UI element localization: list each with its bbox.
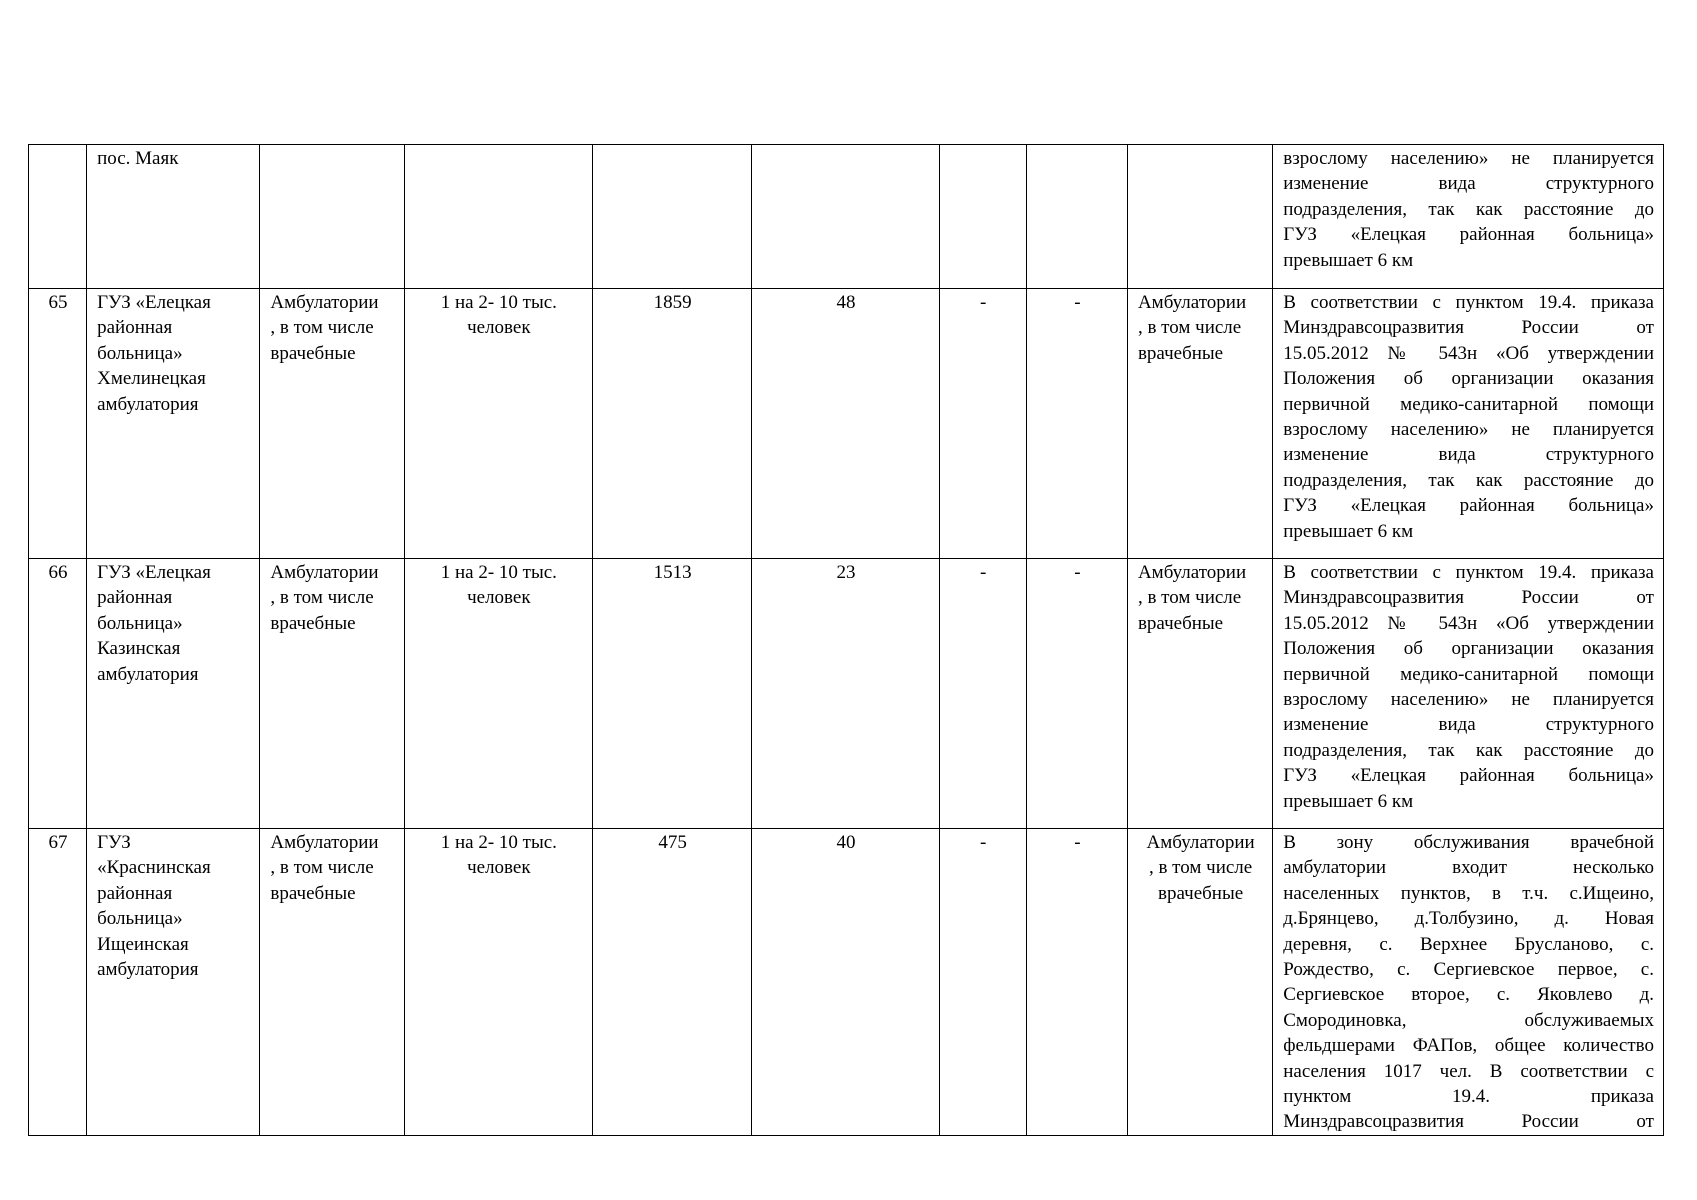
col7-cell-text: - bbox=[980, 292, 987, 313]
institution-name-cell bbox=[87, 145, 260, 289]
distance-cell-text: 23 bbox=[836, 562, 856, 583]
text-line: населенных пунктов, в т.ч. с.Ищеино, bbox=[1283, 882, 1654, 904]
text-line: Минздравсоцразвития России от bbox=[1283, 587, 1654, 609]
text-line: превышает 6 км bbox=[1283, 790, 1414, 812]
text-line: пунктом 19.4. приказа bbox=[1283, 1086, 1654, 1108]
text-line: изменение вида структурного bbox=[1283, 714, 1654, 736]
text-line: районная bbox=[97, 317, 173, 339]
text-line: амбулатории входит несколько bbox=[1283, 857, 1654, 879]
note-cell bbox=[1273, 145, 1664, 289]
distance-cell bbox=[752, 559, 939, 829]
col7-cell-text: - bbox=[980, 562, 987, 583]
row-number-cell bbox=[29, 829, 87, 1136]
text-line: 1 на 2- 10 тыс. bbox=[440, 562, 557, 583]
col8-cell-text: - bbox=[1074, 832, 1081, 853]
text-line: Казинская bbox=[97, 638, 181, 660]
text-line: Амбулатории bbox=[270, 292, 379, 313]
text-line: превышает 6 км bbox=[1283, 520, 1414, 542]
text-line: человек bbox=[467, 587, 531, 609]
text-line: В соответствии с пунктом 19.4. приказа bbox=[1283, 292, 1654, 313]
text-line: Положения об организации оказания bbox=[1283, 638, 1654, 660]
col8-cell-text: - bbox=[1074, 562, 1081, 583]
distance-cell-text: 48 bbox=[836, 292, 856, 313]
new-type-cell bbox=[1127, 145, 1272, 289]
text-line: превышает 6 км bbox=[1283, 249, 1414, 271]
text-line: 15.05.2012 № 543н «Об утверждении bbox=[1283, 612, 1654, 634]
text-line: Смородиновка, обслуживаемых bbox=[1283, 1009, 1654, 1031]
text-line: взрослому населению» не планируется bbox=[1283, 689, 1654, 711]
distance-cell bbox=[752, 145, 939, 289]
row-number-cell bbox=[29, 289, 87, 559]
col8-cell-text: - bbox=[1074, 292, 1081, 313]
note-cell bbox=[1273, 829, 1664, 1136]
row-number-cell-text bbox=[29, 145, 86, 146]
institution-name-cell bbox=[87, 829, 260, 1136]
distance-cell bbox=[752, 289, 939, 559]
population-cell bbox=[593, 145, 752, 289]
subdivision-type-cell bbox=[260, 559, 404, 829]
text-line: первичной медико-санитарной помощи bbox=[1283, 663, 1654, 685]
subdivision-type-cell bbox=[260, 145, 404, 289]
text-line: Амбулатории bbox=[270, 832, 379, 853]
text-line: фельдшерами ФАПов, общее количество bbox=[1283, 1035, 1654, 1057]
text-line: ГУЗ «Елецкая районная больница» bbox=[1283, 224, 1654, 246]
text-line: «Краснинская bbox=[97, 857, 211, 879]
population-cell bbox=[593, 829, 752, 1136]
subdivision-type-cell bbox=[260, 829, 404, 1136]
text-line: пос. Маяк bbox=[97, 148, 179, 169]
institution-name-cell bbox=[87, 289, 260, 559]
text-line: Ищеинская bbox=[97, 933, 189, 955]
population-cell-text: 1513 bbox=[653, 562, 692, 583]
text-line: амбулатория bbox=[97, 393, 199, 415]
text-line: больница» bbox=[97, 342, 183, 364]
new-type-cell bbox=[1127, 559, 1272, 829]
text-line: ГУЗ «Елецкая районная больница» bbox=[1283, 765, 1654, 787]
text-line: Амбулатории bbox=[1146, 832, 1255, 853]
text-line: , в том числе bbox=[270, 857, 374, 879]
population-cell-text bbox=[593, 145, 751, 146]
col8-cell-text bbox=[1027, 145, 1127, 146]
col8-cell bbox=[1026, 829, 1127, 1136]
text-line: Рождество, с. Сергиевское первое, с. bbox=[1283, 959, 1654, 981]
subdivision-type-cell bbox=[260, 289, 404, 559]
col8-cell bbox=[1026, 289, 1127, 559]
col7-cell-text bbox=[940, 145, 1026, 146]
text-line: , в том числе bbox=[270, 587, 374, 609]
text-line: д.Брянцево, д.Толбузино, д. Новая bbox=[1283, 908, 1654, 930]
col7-cell bbox=[939, 829, 1026, 1136]
text-line: больница» bbox=[97, 908, 183, 930]
col7-cell bbox=[939, 289, 1026, 559]
row-number-cell-text: 65 bbox=[48, 292, 68, 313]
row-number-cell bbox=[29, 145, 87, 289]
text-line: изменение вида структурного bbox=[1283, 444, 1654, 466]
text-line: ГУЗ bbox=[97, 832, 131, 853]
text-line: взрослому населению» не планируется bbox=[1283, 148, 1654, 169]
table-row bbox=[29, 829, 1664, 1136]
population-cell-text: 475 bbox=[658, 832, 687, 853]
table-row bbox=[29, 559, 1664, 829]
text-line: , в том числе bbox=[270, 317, 374, 339]
col8-cell bbox=[1026, 559, 1127, 829]
text-line: районная bbox=[97, 882, 173, 904]
new-type-cell bbox=[1127, 829, 1272, 1136]
text-line: В соответствии с пунктом 19.4. приказа bbox=[1283, 562, 1654, 583]
norm-cell bbox=[404, 145, 592, 289]
text-line: 1 на 2- 10 тыс. bbox=[440, 832, 557, 853]
text-line: , в том числе bbox=[1148, 857, 1253, 879]
table-row bbox=[29, 145, 1664, 289]
norm-cell bbox=[404, 829, 592, 1136]
note-cell bbox=[1273, 289, 1664, 559]
text-line: Положения об организации оказания bbox=[1283, 368, 1654, 390]
text-line: подразделения, так как расстояние до bbox=[1283, 739, 1654, 761]
col7-cell bbox=[939, 145, 1026, 289]
text-line: подразделения, так как расстояние до bbox=[1283, 469, 1654, 491]
text-line: , в том числе bbox=[1137, 587, 1242, 609]
row-number-cell-text: 66 bbox=[48, 562, 68, 583]
population-cell bbox=[593, 289, 752, 559]
text-line: человек bbox=[467, 317, 531, 339]
text-line: взрослому населению» не планируется bbox=[1283, 419, 1654, 441]
text-line: ГУЗ «Елецкая bbox=[97, 562, 211, 583]
text-line: больница» bbox=[97, 612, 183, 634]
table-row bbox=[29, 289, 1664, 559]
text-line: Минздравсоцразвития России от bbox=[1283, 1111, 1654, 1133]
distance-cell-text: 40 bbox=[836, 832, 856, 853]
table-body bbox=[29, 145, 1664, 1136]
text-line: первичной медико-санитарной помощи bbox=[1283, 393, 1654, 415]
row-number-cell bbox=[29, 559, 87, 829]
text-line: врачебные bbox=[270, 342, 356, 364]
text-line: амбулатория bbox=[97, 959, 199, 981]
text-line: Амбулатории bbox=[1137, 292, 1247, 313]
text-line: врачебные bbox=[270, 882, 356, 904]
document-table bbox=[28, 144, 1664, 1136]
text-line: Хмелинецкая bbox=[97, 368, 206, 390]
text-line: врачебные bbox=[1137, 342, 1224, 364]
text-line: врачебные bbox=[1137, 612, 1224, 634]
text-line: ГУЗ «Елецкая районная больница» bbox=[1283, 495, 1654, 517]
text-line: районная bbox=[97, 587, 173, 609]
text-line: врачебные bbox=[270, 612, 356, 634]
row-number-cell-text: 67 bbox=[48, 832, 68, 853]
text-line: Сергиевское второе, с. Яковлево д. bbox=[1283, 984, 1654, 1006]
text-line: изменение вида структурного bbox=[1283, 173, 1654, 195]
text-line: 1 на 2- 10 тыс. bbox=[440, 292, 557, 313]
note-cell bbox=[1273, 559, 1664, 829]
population-cell bbox=[593, 559, 752, 829]
text-line: 15.05.2012 № 543н «Об утверждении bbox=[1283, 342, 1654, 364]
col7-cell-text: - bbox=[980, 832, 987, 853]
norm-cell bbox=[404, 289, 592, 559]
col7-cell bbox=[939, 559, 1026, 829]
norm-cell bbox=[404, 559, 592, 829]
institution-name-cell bbox=[87, 559, 260, 829]
text-line: Амбулатории bbox=[270, 562, 379, 583]
text-line: подразделения, так как расстояние до bbox=[1283, 198, 1654, 220]
distance-cell bbox=[752, 829, 939, 1136]
new-type-cell bbox=[1127, 289, 1272, 559]
text-line: В зону обслуживания врачебной bbox=[1283, 832, 1654, 853]
text-line: деревня, с. Верхнее Брусланово, с. bbox=[1283, 933, 1654, 955]
text-line: ГУЗ «Елецкая bbox=[97, 292, 211, 313]
text-line: населения 1017 чел. В соответствии с bbox=[1283, 1060, 1654, 1082]
distance-cell-text bbox=[752, 145, 938, 146]
population-cell-text: 1859 bbox=[653, 292, 692, 313]
text-line: Амбулатории bbox=[1137, 562, 1247, 583]
text-line: амбулатория bbox=[97, 663, 199, 685]
text-line: , в том числе bbox=[1137, 317, 1242, 339]
text-line: врачебные bbox=[1158, 882, 1244, 904]
text-line: Минздравсоцразвития России от bbox=[1283, 317, 1654, 339]
col8-cell bbox=[1026, 145, 1127, 289]
text-line: человек bbox=[467, 857, 531, 879]
